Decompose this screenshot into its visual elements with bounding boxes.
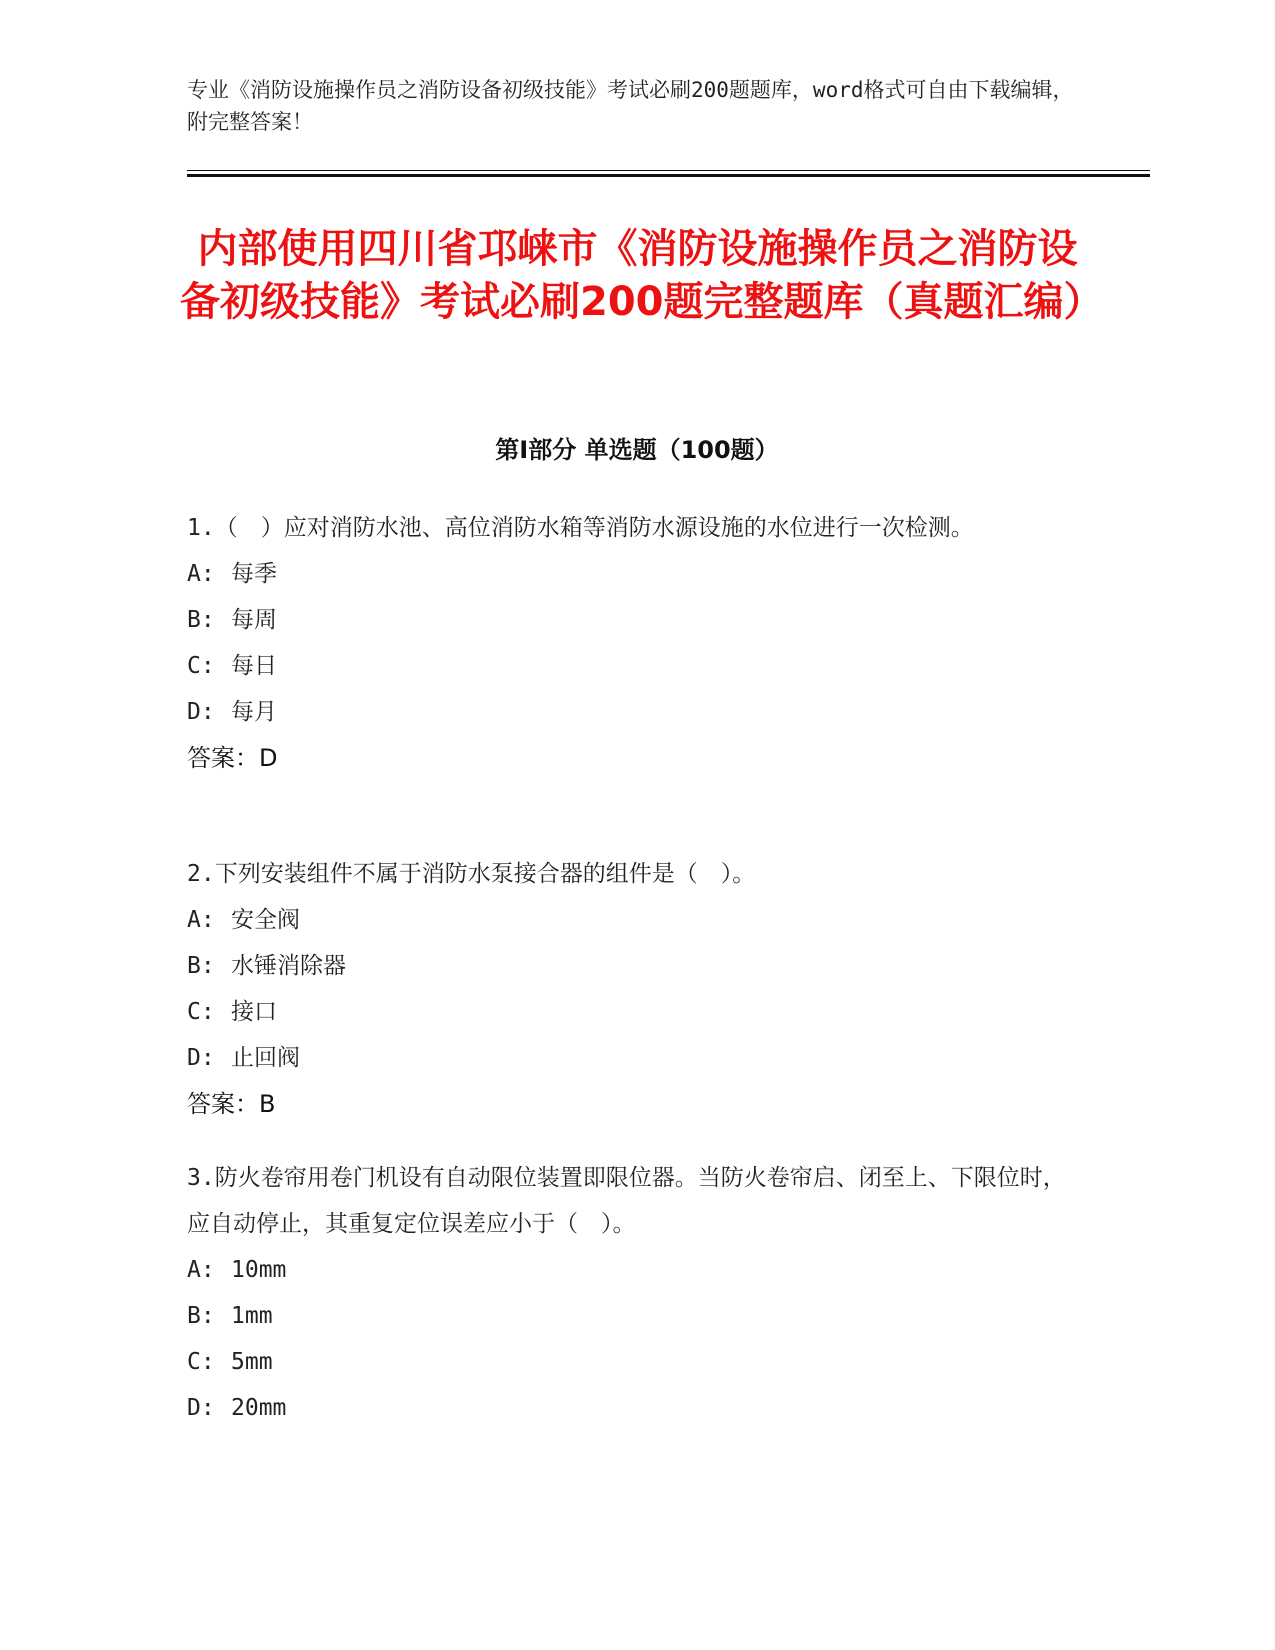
header-rule-thin (187, 170, 1150, 171)
question-stem: 3.防火卷帘用卷门机设有自动限位装置即限位器。当防火卷帘启、闭至上、下限位时，应自动停止，其重复定位误差应小于（ ）。 (187, 1165, 1066, 1237)
option-label: B: (187, 607, 215, 633)
option-label: A: (187, 907, 215, 933)
question-3 (187, 1155, 1067, 1431)
option-text: 每日 (231, 653, 277, 679)
option-a (187, 1247, 1067, 1293)
option-c (187, 1339, 1067, 1385)
option-c (187, 643, 1067, 689)
option-label: B: (187, 953, 215, 979)
option-text: 安全阀 (231, 907, 300, 933)
option-a (187, 897, 1067, 943)
option-b (187, 1293, 1067, 1339)
question-stem: 1.（ ）应对消防水池、高位消防水箱等消防水源设施的水位进行一次检测。 (187, 515, 974, 541)
document-title: 内部使用四川省邛崃市《消防设施操作员之消防设备初级技能》考试必刷200题完整题库（真题汇编） (180, 226, 1104, 325)
option-text: 5mm (231, 1349, 273, 1375)
option-label: A: (187, 561, 215, 587)
option-text: 止回阀 (231, 1045, 300, 1071)
question-stem: 2.下列安装组件不属于消防水泵接合器的组件是（ ）。 (187, 861, 756, 887)
option-text: 每季 (231, 561, 277, 587)
option-text: 1mm (231, 1303, 273, 1329)
option-text: 每月 (231, 699, 277, 725)
option-label: D: (187, 1045, 215, 1071)
option-b (187, 597, 1067, 643)
option-text: 20mm (231, 1395, 287, 1421)
option-label: D: (187, 1395, 215, 1421)
option-d (187, 1385, 1067, 1431)
question-1 (187, 505, 1067, 781)
option-label: C: (187, 999, 215, 1025)
header-rule-thick (187, 174, 1150, 177)
option-label: C: (187, 653, 215, 679)
option-label: B: (187, 1303, 215, 1329)
option-c (187, 989, 1067, 1035)
option-text: 接口 (231, 999, 277, 1025)
option-label: C: (187, 1349, 215, 1375)
option-text: 10mm (231, 1257, 287, 1283)
section-heading: 第Ⅰ部分 单选题（100题） (495, 436, 779, 464)
option-d (187, 1035, 1067, 1081)
option-text: 每周 (231, 607, 277, 633)
answer-line: 答案：B (187, 1090, 276, 1118)
option-text: 水锤消除器 (231, 953, 346, 979)
option-d (187, 689, 1067, 735)
option-a (187, 551, 1067, 597)
option-label: A: (187, 1257, 215, 1283)
option-label: D: (187, 699, 215, 725)
answer-line: 答案：D (187, 744, 278, 772)
header-note: 专业《消防设施操作员之消防设备初级技能》考试必刷200题题库，word格式可自由下载编辑，附完整答案！ (187, 78, 1074, 134)
question-2 (187, 851, 1067, 1127)
option-b (187, 943, 1067, 989)
